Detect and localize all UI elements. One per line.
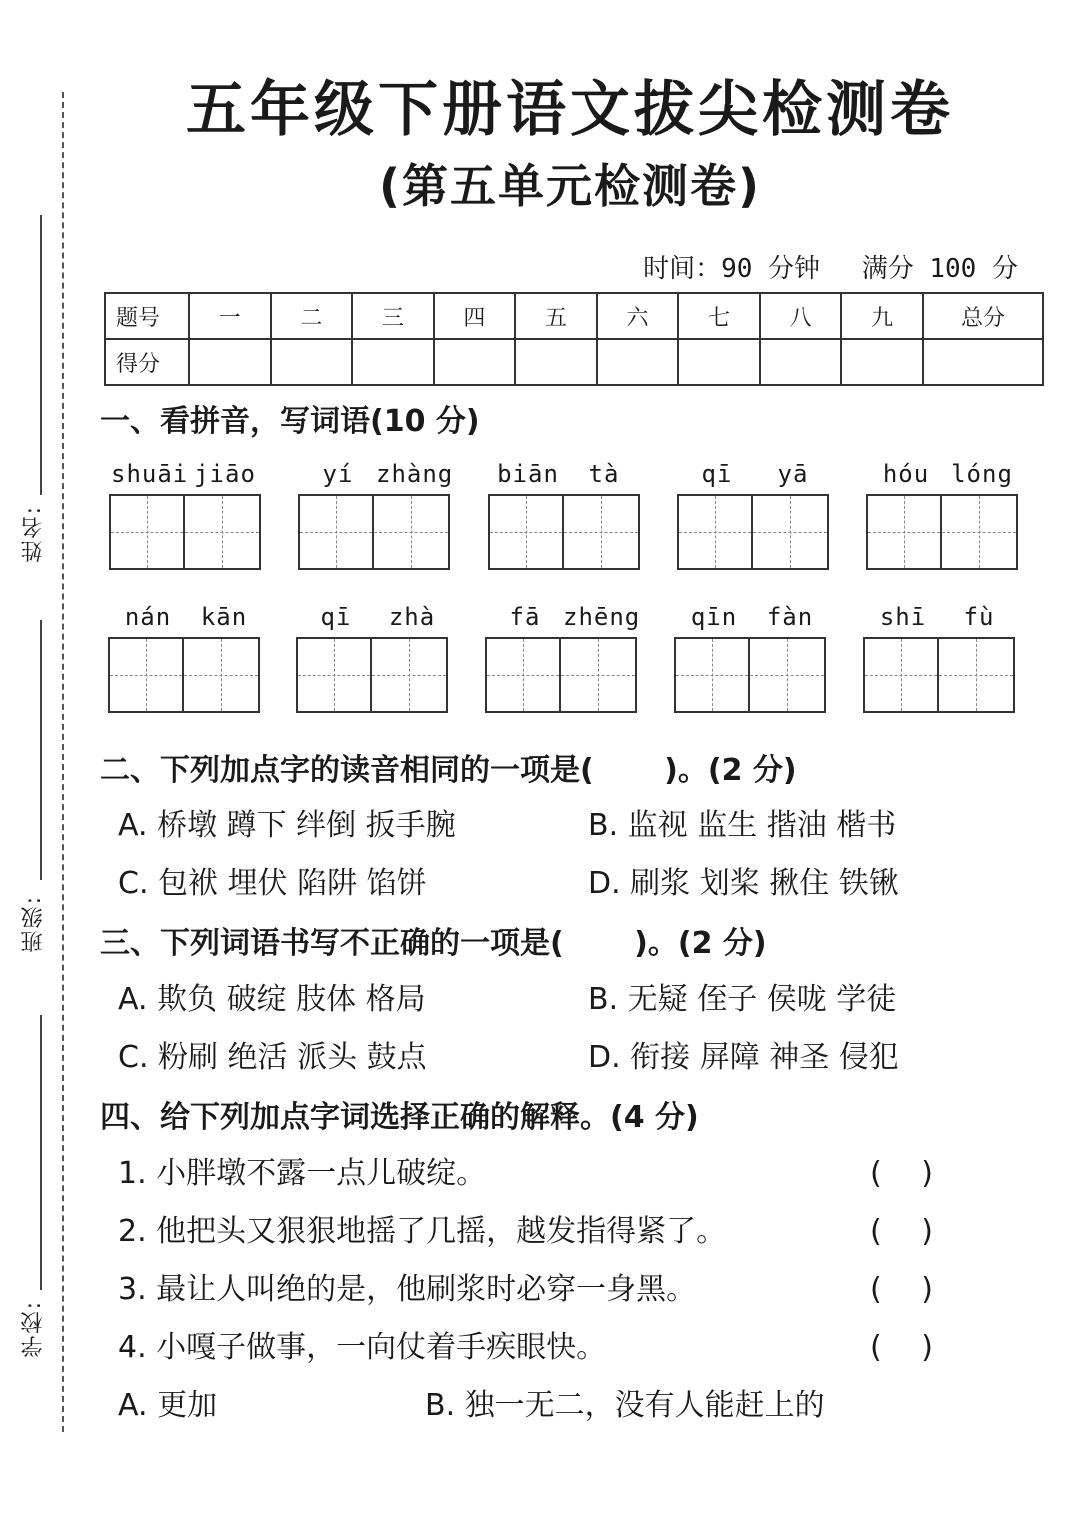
writing-cell[interactable] <box>863 637 939 713</box>
pinyin: hóu lóng <box>882 460 1013 488</box>
option-a[interactable]: A. 桥墩 蹲下 绊倒 扳手腕 <box>118 808 456 843</box>
word-group <box>674 603 830 713</box>
word-group <box>863 603 1019 713</box>
exam-meta <box>617 248 1018 285</box>
class-label: 班级: <box>21 895 46 953</box>
score-row1-label: 题号 <box>105 293 189 339</box>
writing-cell[interactable] <box>942 494 1018 570</box>
tianzige-grid <box>488 494 644 570</box>
score-col: 九 <box>841 293 923 339</box>
word-group <box>109 460 265 570</box>
score-cell[interactable] <box>841 339 923 385</box>
pinyin: fā zhēng <box>509 603 641 631</box>
section4-title: 四、给下列加点字词选择正确的解释。(4 分) <box>100 1100 699 1135</box>
tianzige-grid <box>677 494 833 570</box>
option-b[interactable]: B. 无疑 侄子 侯咙 学徒 <box>588 982 897 1017</box>
word-group <box>296 603 452 713</box>
writing-cell[interactable] <box>939 637 1015 713</box>
score-table-score-row <box>105 339 1043 385</box>
writing-cell[interactable] <box>488 494 564 570</box>
cut-line <box>62 92 64 1432</box>
writing-cell[interactable] <box>677 494 753 570</box>
option-c[interactable]: C. 粉刷 绝活 派头 鼓点 <box>118 1040 427 1075</box>
score-col: 四 <box>434 293 516 339</box>
score-cell[interactable] <box>434 339 516 385</box>
score-cell[interactable] <box>189 339 271 385</box>
writing-cell[interactable] <box>185 494 261 570</box>
writing-cell[interactable] <box>674 637 750 713</box>
question-4: 4. 小嘎子做事，一向仗着手疾眼快。 <box>118 1330 607 1365</box>
pinyin: shī fù <box>879 603 995 631</box>
score-col: 六 <box>597 293 679 339</box>
answer-paren[interactable]: ( ) <box>870 1330 933 1365</box>
score-col-total: 总分 <box>923 293 1043 339</box>
option-c[interactable]: C. 包袱 埋伏 陷阱 馅饼 <box>118 866 427 901</box>
pinyin: nán kān <box>124 603 248 631</box>
tianzige-grid <box>485 637 641 713</box>
writing-cell[interactable] <box>561 637 637 713</box>
page-title: 五年级下册语文拔尖检测卷 <box>186 75 954 145</box>
pinyin-row-1 <box>0 460 1080 580</box>
section3-title: 三、下列词语书写不正确的一项是( )。(2 分) <box>100 926 767 961</box>
option-b[interactable]: B. 监视 监生 揩油 楷书 <box>588 808 897 843</box>
tianzige-grid <box>298 494 454 570</box>
tianzige-grid <box>674 637 830 713</box>
answer-paren[interactable]: ( ) <box>870 1272 933 1307</box>
section1-title: 一、看拼音，写词语(10 分) <box>100 404 480 439</box>
score-cell[interactable] <box>515 339 597 385</box>
word-group <box>488 460 644 570</box>
answer-paren[interactable]: ( ) <box>870 1214 933 1249</box>
writing-cell[interactable] <box>372 637 448 713</box>
word-group <box>108 603 264 713</box>
writing-cell[interactable] <box>750 637 826 713</box>
tianzige-grid <box>863 637 1019 713</box>
pinyin: biān tà <box>497 460 620 488</box>
exam-full-score: 满分 100 分 <box>861 254 1018 284</box>
question-2: 2. 他把头又狠狠地摇了几摇，越发指得紧了。 <box>118 1214 727 1249</box>
score-col: 三 <box>352 293 434 339</box>
score-cell[interactable] <box>760 339 842 385</box>
score-cell[interactable] <box>352 339 434 385</box>
writing-cell[interactable] <box>108 637 184 713</box>
tianzige-grid <box>109 494 265 570</box>
question-3: 3. 最让人叫绝的是，他刷浆时必穿一身黑。 <box>118 1272 697 1307</box>
writing-cell[interactable] <box>753 494 829 570</box>
score-cell[interactable] <box>678 339 760 385</box>
tianzige-grid <box>108 637 264 713</box>
pinyin: shuāi jiāo <box>111 460 256 488</box>
word-group <box>866 460 1022 570</box>
word-group <box>298 460 454 570</box>
name-label: 姓名: <box>21 505 46 563</box>
score-cell[interactable] <box>271 339 353 385</box>
score-col: 二 <box>271 293 353 339</box>
pinyin: qī zhà <box>320 603 436 631</box>
score-col: 五 <box>515 293 597 339</box>
score-col: 一 <box>189 293 271 339</box>
score-row2-label: 得分 <box>105 339 189 385</box>
option-a[interactable]: A. 欺负 破绽 肢体 格局 <box>118 982 426 1017</box>
word-group <box>485 603 641 713</box>
question-1: 1. 小胖墩不露一点儿破绽。 <box>118 1156 487 1191</box>
pinyin: yí zhàng <box>322 460 454 488</box>
option-d[interactable]: D. 衔接 屏障 神圣 侵犯 <box>588 1040 899 1075</box>
score-table <box>104 292 1044 386</box>
writing-cell[interactable] <box>296 637 372 713</box>
choice-a: A. 更加 <box>118 1388 218 1423</box>
writing-cell[interactable] <box>564 494 640 570</box>
writing-cell[interactable] <box>184 637 260 713</box>
tianzige-grid <box>296 637 452 713</box>
pinyin-row-2 <box>0 603 1080 723</box>
page-subtitle: (第五单元检测卷) <box>378 159 762 213</box>
word-group <box>677 460 833 570</box>
school-write-line[interactable] <box>40 1015 42 1290</box>
writing-cell[interactable] <box>298 494 374 570</box>
binding-sidebar <box>0 0 80 1527</box>
option-d[interactable]: D. 刷浆 划桨 揪住 铁锹 <box>588 866 899 901</box>
exam-time: 时间：90 分钟 <box>643 254 821 284</box>
name-write-line[interactable] <box>40 215 42 495</box>
pinyin: qī yā <box>701 460 809 488</box>
writing-cell[interactable] <box>485 637 561 713</box>
tianzige-grid <box>866 494 1022 570</box>
choice-b: B. 独一无二，没有人能赶上的 <box>425 1388 825 1423</box>
school-label: 学校: <box>21 1300 46 1358</box>
score-cell-total[interactable] <box>923 339 1043 385</box>
score-col: 八 <box>760 293 842 339</box>
score-table-header-row <box>105 293 1043 339</box>
answer-paren[interactable]: ( ) <box>870 1156 933 1191</box>
score-col: 七 <box>678 293 760 339</box>
writing-cell[interactable] <box>374 494 450 570</box>
section2-title: 二、下列加点字的读音相同的一项是( )。(2 分) <box>100 753 797 788</box>
writing-cell[interactable] <box>109 494 185 570</box>
writing-cell[interactable] <box>866 494 942 570</box>
pinyin: qīn fàn <box>690 603 814 631</box>
score-cell[interactable] <box>597 339 679 385</box>
